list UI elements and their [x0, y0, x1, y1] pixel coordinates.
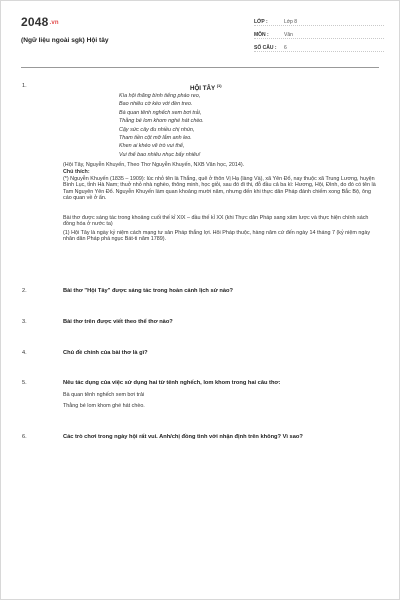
poem-line: Bà quan tênh nghếch xem bơi trải,: [119, 109, 202, 116]
meta-label: MÔN :: [254, 32, 269, 38]
worksheet-meta: [254, 15, 384, 54]
meta-label: LỚP :: [254, 19, 268, 25]
meta-label: SỐ CÂU :: [254, 45, 277, 51]
poem-title-note: (1): [216, 83, 222, 88]
question-number: 3.: [22, 319, 27, 325]
poem-line: Tham tiền cột mỡ lắm anh leo.: [119, 135, 192, 142]
poem-line: Bao nhiêu cờ kéo với đèn treo.: [119, 101, 193, 108]
question-text: Các trò chơi trong ngày hội rất vui. Anh/chị đồng tình với nhận định trên không? Vì sao?: [63, 434, 303, 440]
poem-line: Khen ai khéo vẽ trò vui thế,: [119, 143, 185, 150]
question-number: 5.: [22, 380, 27, 386]
site-logo[interactable]: [21, 15, 59, 29]
question-number: 2.: [22, 288, 27, 294]
footnote: (1) Hội Tây là ngày kỷ niệm cách mạng tư sản Pháp thắng lợi. Hôi Pháp thuộc, hàng năm cứ đến ngày 14 tháng 7 (kỷ niệm ngày nhân dân Pháp phá ngục Bát-ti năm 1789).: [63, 230, 371, 243]
poem-title-text: HỘI TÂY: [190, 85, 215, 93]
question-number: 1.: [22, 83, 27, 89]
question-number: 4.: [22, 350, 27, 356]
meta-value: Lớp 8: [284, 19, 298, 25]
poem-line: Cậy sức cây đu nhiều chị nhún,: [119, 126, 195, 133]
meta-value: 6: [284, 45, 287, 51]
poem-line: Vui thế bao nhiêu nhục bấy nhiêu!: [119, 151, 201, 158]
author-note: (*) Nguyễn Khuyến (1835 – 1909): lúc nhỏ tên là Thắng, quê ở thôn Vị Hạ (làng Và), xã Yên Đổ, nay thuộc xã Trung Lương, huyện Bình Lục, tỉnh Hà Nam; thuở nhỏ nhà nghèo, thông minh, học giỏi, sau đó đi thi, đỗ đầu cả ba kì: Hương, Hội, Đình, do đó có tên là Tam Nguyên Yên Đổ. Nguyễn Khuyến làm quan khoảng mười năm, nhưng đến khi thực dân Pháp đánh chiếm xong Bắc Bộ, ông cáo quan về ở ẩn.: [63, 176, 376, 202]
meta-value: Văn: [284, 32, 293, 38]
meta-row-subject: [254, 28, 384, 39]
question-text: Chủ đề chính của bài thơ là gì?: [63, 350, 148, 356]
meta-row-class: [254, 15, 384, 26]
poem-line: Kìa hội thăng bình tiếng pháo reo,: [119, 93, 201, 99]
question-text: Nêu tác dụng của việc sử dụng hai từ tênh nghếch, lom khom trong hai câu thơ:: [63, 380, 281, 386]
question-text: Bài thơ trên được viết theo thể thơ nào?: [63, 319, 173, 325]
poem-source: (Hội Tây, Nguyễn Khuyến, Theo Thơ Nguyễn Khuyến, NXB Văn học, 2014).: [63, 162, 245, 168]
context-note: Bài thơ được sáng tác trong khoảng cuối thế kỉ XIX – đầu thế kỉ XX (khi Thực dân Pháp sang xâm lược và thực hiện chính sách đồng hóa ở nước ta): [63, 215, 369, 228]
quoted-verse-line: Bà quan tênh nghếch xem bơi trải: [63, 392, 145, 398]
header-divider: [21, 67, 379, 68]
worksheet-title: (Ngữ liệu ngoài sgk) Hội tây: [21, 37, 109, 44]
notes-heading: Chú thích:: [63, 169, 90, 175]
poem-line: Thằng bé lom khom nghé hát chèo.: [119, 118, 204, 125]
meta-row-count: [254, 41, 384, 52]
question-text: Bài thơ "Hội Tây" được sáng tác trong hoàn cảnh lịch sử nào?: [63, 288, 233, 294]
poem-body: [119, 92, 204, 159]
logo-suffix: .vn: [49, 19, 59, 26]
question-number: 6.: [22, 434, 27, 440]
poem-title: [190, 83, 222, 92]
logo-text: 2048: [21, 15, 49, 29]
quoted-verse-line: Thằng bé lom khom ghé hát chèo.: [63, 403, 145, 409]
